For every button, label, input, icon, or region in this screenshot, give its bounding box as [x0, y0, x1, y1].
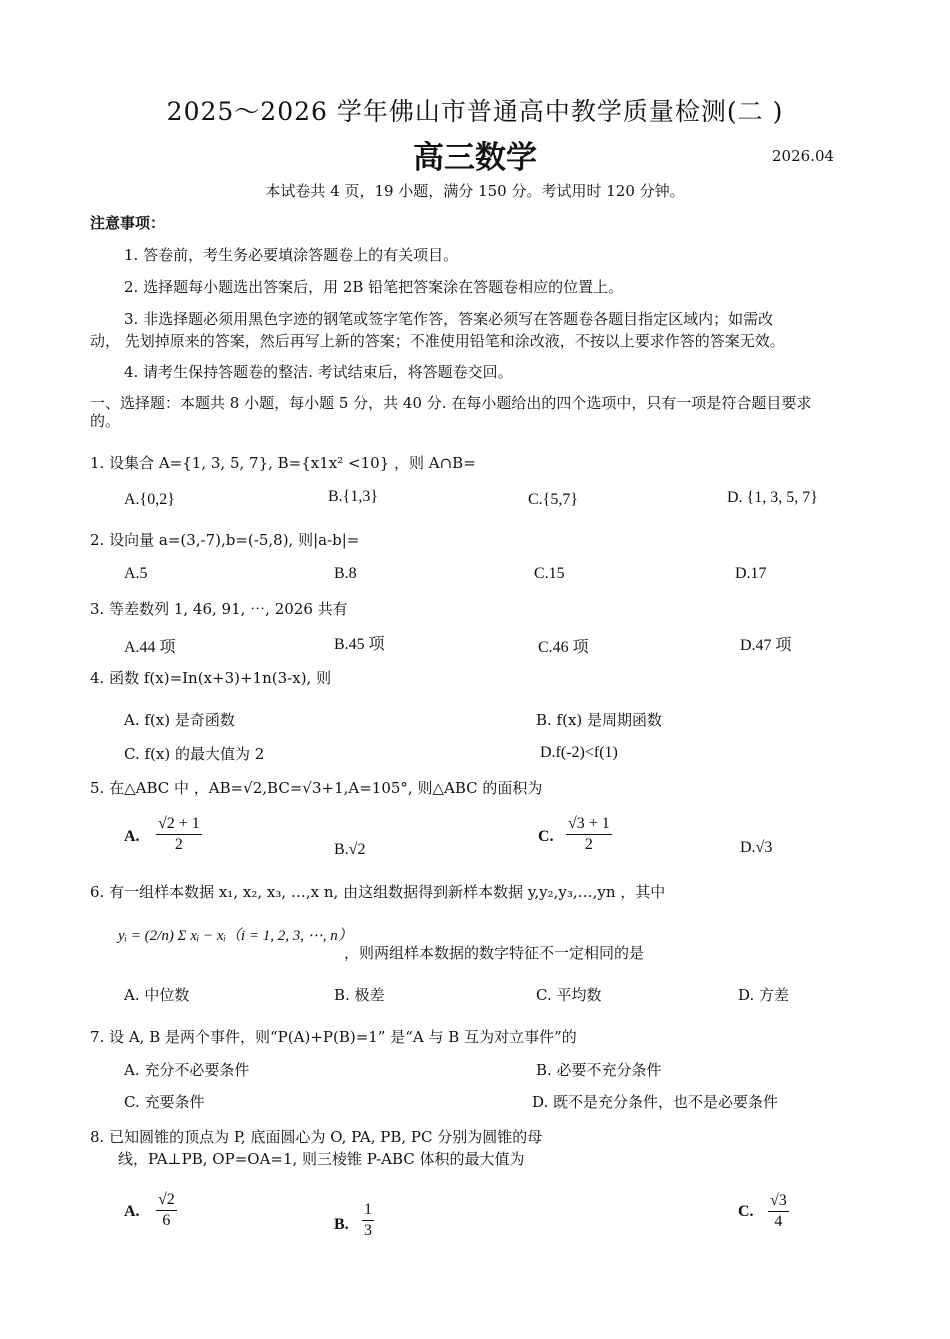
- question-3-stem: 3. 等差数列 1, 46, 91, ⋯, 2026 共有: [90, 600, 348, 618]
- question-5-option-b: B.√2: [334, 841, 366, 858]
- question-4-option-d: D.f(-2)<f(1): [540, 744, 618, 761]
- exam-subject: 高三数学: [413, 140, 537, 176]
- question-5-option-c-label: C.: [538, 828, 554, 845]
- fraction-numerator: √3 + 1: [568, 815, 610, 832]
- question-2-option-d: D.17: [735, 565, 767, 582]
- question-6-formula: yᵢ = (2/n) Σ xᵢ − xᵢ（i = 1, 2, 3, ⋯, n）: [118, 928, 353, 944]
- question-8-option-b-fraction: [362, 1201, 374, 1240]
- notice-heading: 注意事项：: [90, 214, 166, 232]
- question-6-stem: 6. 有一组样本数据 x₁, x₂, x₃, …,x n, 由这组数据得到新样本数据 y,y₂,y₃,…,yn ，其中: [90, 883, 666, 901]
- fraction-denominator: 4: [774, 1213, 783, 1230]
- section-heading-line1: 一、选择题：本题共 8 小题，每小题 5 分，共 40 分. 在每小题给出的四个选项中，只有一项是符合题目要求: [90, 394, 812, 412]
- question-1-option-a: A.{0,2}: [124, 491, 175, 508]
- question-4-stem: 4. 函数 f(x)=In(x+3)+1n(3-x), 则: [90, 669, 332, 687]
- fraction-denominator: 2: [584, 836, 593, 853]
- notice-item-2: 2. 选择题每小题选出答案后，用 2B 铅笔把答案涂在答题卷相应的位置上。: [124, 278, 624, 296]
- question-7-option-d: D. 既不是充分条件，也不是必要条件: [532, 1093, 779, 1111]
- fraction-numerator: √3: [770, 1192, 787, 1209]
- question-8-option-b-label: B.: [334, 1216, 349, 1233]
- question-5-stem: 5. 在△ABC 中 ，AB=√2,BC=√3+1,A=105°, 则△ABC 的面积为: [90, 779, 543, 797]
- question-8-option-c-label: C.: [738, 1203, 754, 1220]
- question-1-option-d: D. {1, 3, 5, 7}: [727, 489, 818, 506]
- question-7-option-c: C. 充要条件: [124, 1093, 205, 1111]
- question-2-option-b: B.8: [334, 565, 357, 582]
- question-6-option-b: B. 极差: [334, 986, 385, 1004]
- question-3-option-a: A.44 项: [124, 639, 176, 656]
- question-1-option-b: B.{1,3}: [328, 488, 379, 505]
- question-5-option-c-fraction: [566, 815, 612, 854]
- fraction-denominator: 2: [174, 836, 183, 853]
- section-heading-line2: 的。: [90, 412, 121, 430]
- question-5-option-d: D.√3: [740, 839, 773, 856]
- question-8-option-c-fraction: [768, 1192, 789, 1231]
- question-7-option-a: A. 充分不必要条件: [124, 1061, 250, 1079]
- question-5-option-a-label: A.: [124, 828, 140, 845]
- question-3-option-c: C.46 项: [538, 639, 589, 656]
- fraction-bar: [768, 1211, 789, 1212]
- question-8-option-a-fraction: [156, 1191, 177, 1230]
- fraction-bar: [156, 834, 202, 835]
- question-6-option-a: A. 中位数: [124, 986, 190, 1004]
- question-4-option-b: B. f(x) 是周期函数: [536, 711, 663, 729]
- fraction-numerator: √2 + 1: [158, 815, 200, 832]
- question-6-formula-tail: ，则两组样本数据的数字特征不一定相同的是: [344, 944, 645, 962]
- question-2-option-a: A.5: [124, 565, 148, 582]
- question-3-option-d: D.47 项: [740, 637, 792, 654]
- question-1-option-c: C.{5,7}: [528, 491, 579, 508]
- question-3-option-b: B.45 项: [334, 636, 385, 653]
- fraction-bar: [362, 1220, 374, 1221]
- question-6-option-d: D. 方差: [738, 986, 790, 1004]
- exam-date: 2026.04: [772, 147, 835, 165]
- notice-item-4: 4. 请考生保持答题卷的整洁. 考试结束后，将答题卷交回。: [124, 363, 513, 381]
- question-2-stem: 2. 设向量 a=(3,-7),b=(-5,8), 则|a-b|=: [90, 531, 360, 549]
- fraction-numerator: 1: [364, 1201, 372, 1218]
- fraction-bar: [566, 834, 612, 835]
- exam-info: 本试卷共 4 页，19 小题，满分 150 分。考试用时 120 分钟。: [265, 182, 685, 200]
- notice-item-1: 1. 答卷前，考生务必要填涂答题卷上的有关项目。: [124, 246, 459, 264]
- question-1-stem: 1. 设集合 A={1, 3, 5, 7}, B={x1x² <10} ，则 A∩B=: [90, 454, 476, 472]
- exam-title: 2025～2026 学年佛山市普通高中教学质量检测(二 ): [166, 97, 784, 126]
- question-6-option-c: C. 平均数: [536, 986, 602, 1004]
- question-5-option-a-fraction: [156, 815, 202, 854]
- question-8-stem-line2: 线，PA⊥PB, OP=OA=1, 则三棱锥 P-ABC 体积的最大值为: [118, 1150, 525, 1168]
- fraction-denominator: 3: [364, 1222, 372, 1239]
- fraction-bar: [156, 1210, 177, 1211]
- question-2-option-c: C.15: [534, 565, 565, 582]
- question-7-option-b: B. 必要不充分条件: [536, 1061, 662, 1079]
- question-7-stem: 7. 设 A, B 是两个事件，则“P(A)+P(B)=1” 是“A 与 B 互为对立事件”的: [90, 1028, 577, 1046]
- fraction-numerator: √2: [158, 1191, 175, 1208]
- question-8-stem-line1: 8. 已知圆锥的顶点为 P, 底面圆心为 O, PA, PB, PC 分别为圆锥的母: [90, 1128, 543, 1146]
- notice-item-3-line2: 动， 先划掉原来的答案，然后再写上新的答案；不准使用铅笔和涂改液，不按以上要求作答的答案无效。: [90, 332, 785, 350]
- question-4-option-a: A. f(x) 是奇函数: [124, 711, 235, 729]
- question-8-option-a-label: A.: [124, 1203, 140, 1220]
- notice-item-3-line1: 3. 非选择题必须用黑色字迹的钢笔或签字笔作答，答案必须写在答题卷各题目指定区域内；如需改: [124, 310, 774, 328]
- fraction-denominator: 6: [162, 1212, 171, 1229]
- question-4-option-c: C. f(x) 的最大值为 2: [124, 745, 265, 763]
